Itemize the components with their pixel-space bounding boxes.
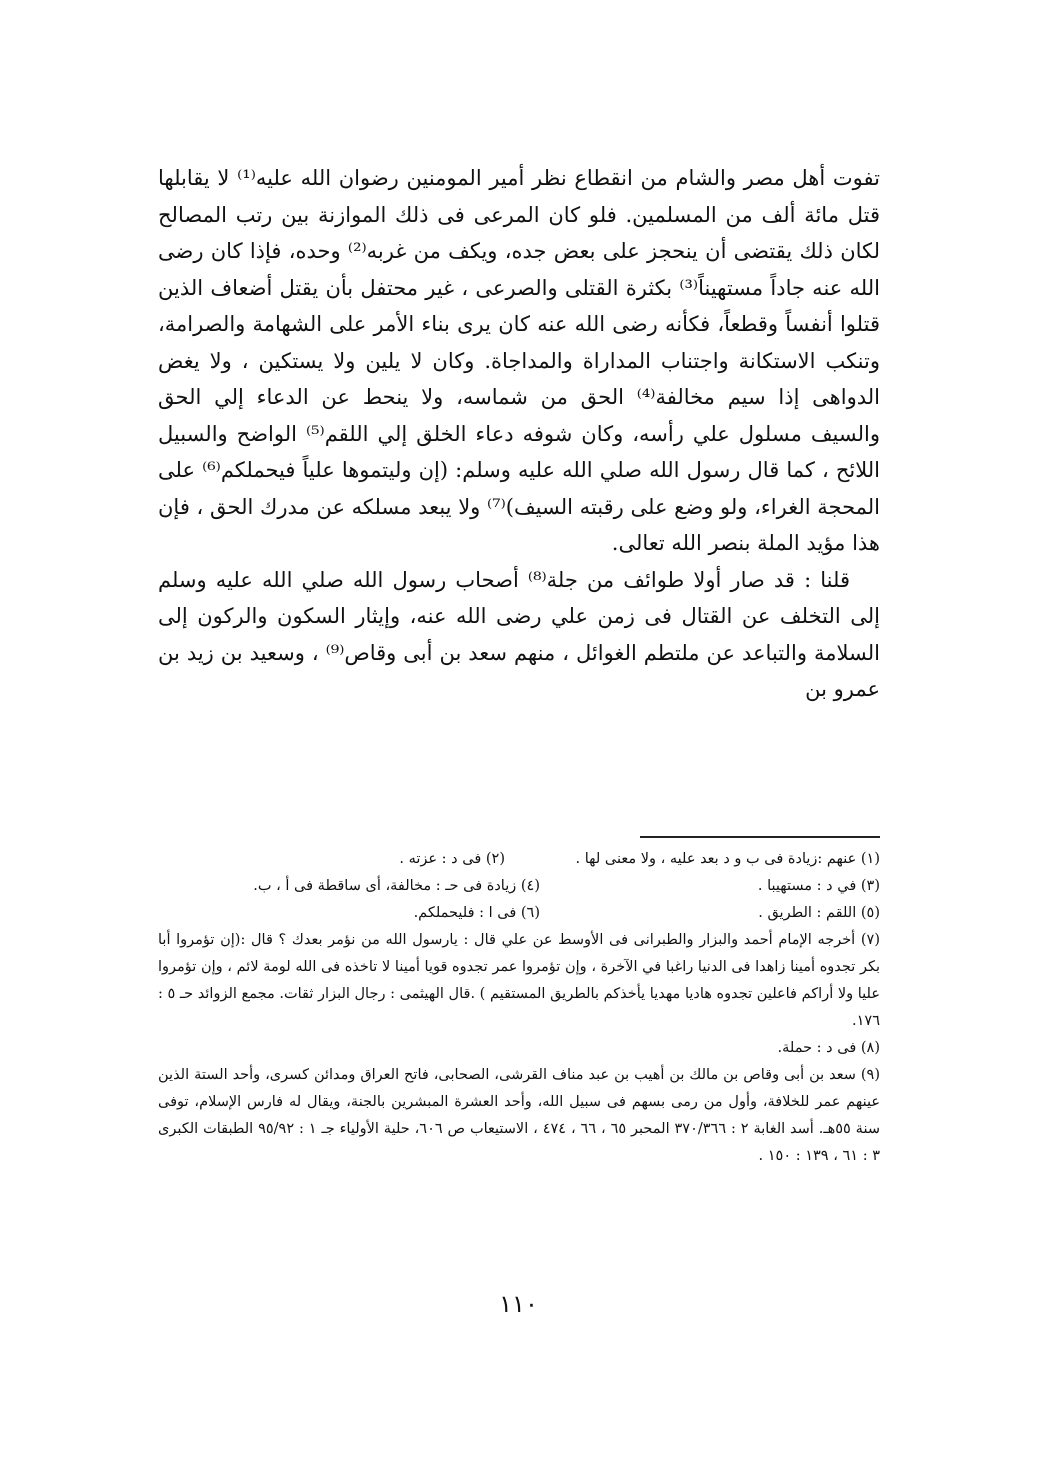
paragraph-1: تفوت أهل مصر والشام من انقطاع نظر أمير المومنين رضوان الله عليه⁽¹⁾ لا يقابلها قتل مائة ألف من المسلمين. فلو كان المرعى فى ذلك الموازنة بين رتب المصالح لكان ذلك يقتضى أن ينحجز على بعض جده، ويكف من غربه⁽²⁾ وحده، فإذا كان رضى الله عنه جاداً مستهيناً⁽³⁾ بكثرة القتلى والصرعى ، غير محتفل بأن يقتل أضعاف الذين قتلوا أنفساً وقطعاً، فكأنه رضى الله عنه كان يرى بناء الأمر على الشهامة والصرامة، وتنكب الاستكانة واجتناب المداراة والمداجاة. وكان لا يلين ولا يستكين ، ولا يغض الدواهى إذا سيم مخالفة⁽⁴⁾ الحق من شماسه، ولا ينحط عن الدعاء إلي الحق والسيف مسلول علي رأسه، وكان شوفه دعاء الخلق إلي اللقم⁽⁵⁾ الواضح والسبيل اللائح ، كما قال رسول الله صلي الله عليه وسلم: (إن وليتموها علياً فيحملكم⁽⁶⁾ على المحجة الغراء، ولو وضع على رقبته السيف)⁽⁷⁾ ولا يبعد مسلكه عن مدرك الحق ، فإن هذا مؤيد الملة بنصر الله تعالى. xyxy=(158,166,881,555)
footnote-row-3 xyxy=(158,900,880,927)
main-text xyxy=(158,160,880,708)
footnote-3: (٣) في د : مستهيبا . xyxy=(757,878,880,894)
page-number: ١١٠ xyxy=(499,1290,538,1318)
footnote-8: (٨) فى د : حملة. xyxy=(777,1040,880,1056)
footnote-1: (١) عنهم :زيادة فى ب و د بعد عليه ، ولا معنى لها . xyxy=(575,851,880,867)
footnote-2: (٢) فى د : عزته . xyxy=(399,851,505,867)
footnote-row-1 xyxy=(158,846,880,873)
footnote-9: (٩) سعد بن أبى وقاص بن مالك بن أهيب بن عبد مناف القرشى، الصحابى، فاتح العراق ومدائن كسرى، وأحد الستة الذين عينهم عمر للخلافة، وأول من رمى بسهم فى سبيل الله، وأحد العشرة المبشرين بالجنة، ويقال له فارس الإسلام، توفى سنة ٥٥هـ. أسد الغابة ٢ : ٣٧٠/٣٦٦ المحبر ٦٥ ، ٦٦ ، ٤٧٤ ، الاستيعاب ص ٦٠٦، حلية الأولياء جـ ١ : ٩٥/٩٢ الطبقات الكبرى ٣ : ٦١ ، ١٣٩ : ١٥٠ . xyxy=(158,1067,880,1164)
footnote-5: (٥) اللقم : الطريق . xyxy=(758,905,880,921)
footnotes xyxy=(158,846,880,1170)
paragraph-2: قلنا : قد صار أولا طوائف من جلة⁽⁸⁾ أصحاب رسول الله صلي الله عليه وسلم إلى التخلف عن القتال فى زمن علي رضى الله عنه، وإيثار السكون والركون إلى السلامة والتباعد عن ملتطم الغوائل ، منهم سعد بن أبى وقاص⁽⁹⁾ ، وسعيد بن زيد بن عمرو بن xyxy=(158,567,880,701)
footnote-row-2 xyxy=(158,873,880,900)
footnote-4: (٤) زيادة فى حـ : مخالفة، أى ساقطة فى أ ، ب. xyxy=(253,878,540,894)
footnote-6: (٦) فى ا : فليحملكم. xyxy=(413,905,540,921)
footnote-separator xyxy=(640,836,880,838)
footnote-7: (٧) أخرجه الإمام أحمد والبزار والطبرانى فى الأوسط عن علي قال : يارسول الله من نؤمر بعدك ؟ قال :(إن تؤمروا أبا بكر تجدوه أمينا زاهدا فى الدنيا راغبا في الآخرة ، وإن تؤمروا عمر تجدوه قويا أمينا لا تاخذه فى الله لومة لائم ، وإن تؤمروا عليا ولا أراكم فاعلين تجدوه هاديا مهديا يأخذكم بالطريق المستقيم ) .قال الهيثمى : رجال البزار ثقات. مجمع الزوائد حـ ٥ : ١٧٦. xyxy=(158,932,880,1029)
